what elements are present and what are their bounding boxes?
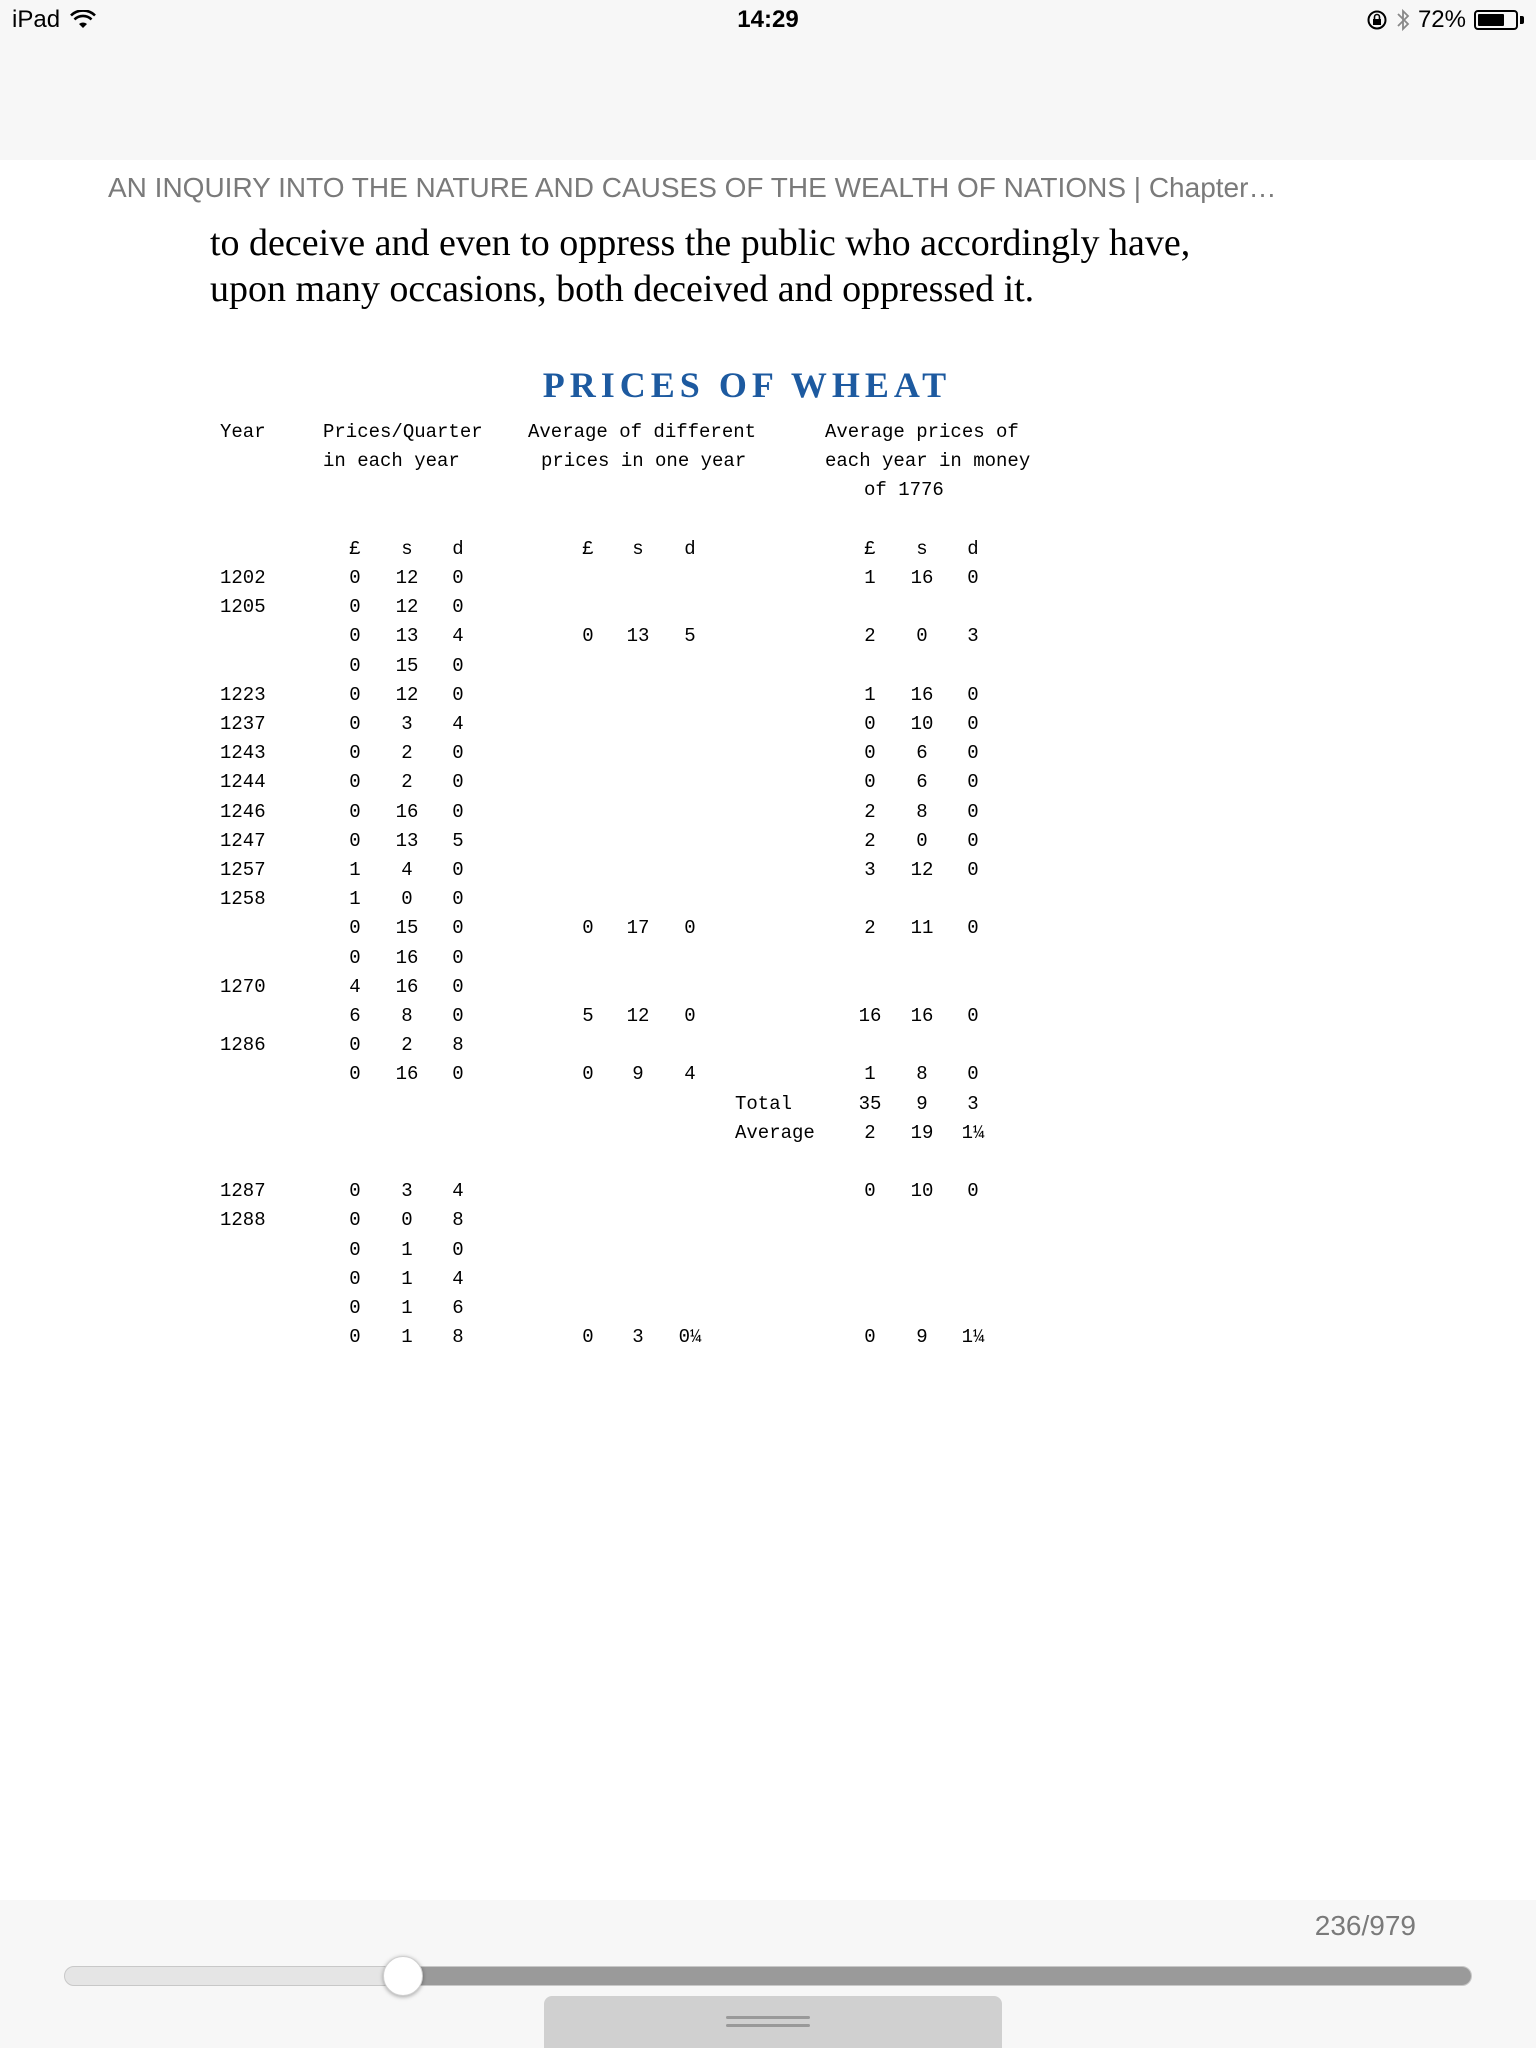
price-cell: 0 — [967, 1063, 979, 1086]
price-cell: 0 — [349, 1209, 361, 1232]
price-cell: 0 — [864, 742, 876, 765]
status-bar — [0, 0, 1536, 42]
year-cell: 1205 — [220, 596, 266, 619]
battery-cap — [1520, 16, 1524, 24]
price-cell: 0 — [864, 771, 876, 794]
price-cell: 0 — [864, 1326, 876, 1349]
body-line: to deceive and even to oppress the public who accordingly have, — [210, 222, 1191, 264]
price-cell: 4 — [349, 975, 361, 998]
price-cell: 0 — [349, 1326, 361, 1349]
price-cell: 0 — [582, 917, 594, 940]
price-cell: 0 — [452, 917, 464, 940]
year-cell: 1287 — [220, 1180, 266, 1203]
price-cell: 0 — [349, 800, 361, 823]
rotation-lock-icon — [1366, 9, 1388, 31]
price-cell: 2 — [864, 800, 876, 823]
year-cell: 1247 — [220, 829, 266, 852]
price-cell: 16 — [395, 975, 419, 998]
price-cell: 4 — [684, 1063, 696, 1086]
price-cell: 0 — [349, 946, 361, 969]
price-cell: 2 — [401, 1034, 413, 1057]
total-cell: 35 — [858, 1092, 882, 1115]
price-cell: 15 — [395, 654, 419, 677]
unit-label: £ — [864, 538, 876, 560]
price-cell: 0 — [967, 829, 979, 852]
price-cell: 0 — [349, 742, 361, 765]
price-cell: 1 — [864, 1063, 876, 1086]
header-average-line1: Average of different — [528, 421, 757, 443]
price-cell: 0 — [967, 683, 979, 706]
price-cell: 0 — [967, 1005, 979, 1027]
price-cell: 0 — [349, 683, 361, 706]
price-cell: 1 — [349, 859, 361, 881]
page-slider[interactable] — [64, 1966, 1472, 1986]
price-cell: 0 — [349, 1238, 361, 1261]
unit-label: s — [632, 538, 644, 560]
price-cell: 0 — [916, 829, 928, 852]
bluetooth-icon — [1396, 8, 1410, 32]
price-cell: 1 — [401, 1267, 413, 1290]
price-cell: 0 — [452, 654, 464, 677]
total-cell: 3 — [967, 1092, 979, 1115]
price-cell: 13 — [626, 625, 650, 648]
price-cell: 12 — [626, 1005, 650, 1027]
price-cell: 0 — [349, 771, 361, 794]
price-cell: 2 — [401, 742, 413, 765]
price-cell: 0 — [349, 625, 361, 648]
price-cell: 3 — [632, 1326, 644, 1349]
price-cell: 6 — [916, 742, 928, 765]
page-indicator: 236/979 — [1314, 1910, 1416, 1941]
price-cell: 8 — [452, 1326, 464, 1349]
status-right — [1366, 6, 1524, 34]
price-cell: 0 — [452, 946, 464, 969]
header-average-line2: prices in one year — [541, 450, 747, 472]
average-label: Average — [735, 1121, 815, 1144]
price-cell: 0 — [452, 975, 464, 998]
price-cell: 0 — [452, 683, 464, 706]
price-cell: 0 — [582, 1326, 594, 1349]
price-cell: 0 — [452, 1238, 464, 1261]
price-cell: 0 — [349, 596, 361, 619]
header-prices-line2: in each year — [323, 450, 460, 472]
year-cell: 1237 — [220, 713, 266, 735]
price-cell: 5 — [452, 829, 464, 852]
price-cell: 0 — [349, 917, 361, 940]
price-cell: 0 — [349, 713, 361, 735]
price-cell: 2 — [864, 829, 876, 852]
price-cell: 0 — [349, 1063, 361, 1086]
body-text — [210, 220, 1330, 312]
unit-label: d — [967, 538, 979, 560]
header-year: Year — [220, 421, 266, 443]
price-cell: 0 — [401, 888, 413, 911]
body-line: upon many occasions, both deceived and oppressed it. — [210, 268, 1035, 310]
price-cell: 5 — [684, 625, 696, 648]
price-cell: 8 — [916, 1063, 928, 1086]
price-cell: 16 — [395, 946, 419, 969]
price-cell: 10 — [910, 1180, 934, 1203]
price-cell: 0 — [349, 1297, 361, 1319]
price-cell: 3 — [401, 1180, 413, 1203]
price-cell: 16 — [858, 1005, 882, 1027]
price-cell: 0 — [684, 1005, 696, 1027]
unit-label: d — [452, 538, 464, 560]
battery-icon — [1474, 10, 1518, 30]
year-cell: 1243 — [220, 742, 266, 765]
price-cell: 1 — [349, 888, 361, 911]
price-cell: 0 — [452, 742, 464, 765]
price-cell: 13 — [395, 829, 419, 852]
unit-label: d — [684, 538, 696, 560]
price-cell: 0 — [452, 888, 464, 911]
price-cell: 0 — [967, 567, 979, 589]
price-cell: 4 — [452, 1267, 464, 1290]
year-cell: 1258 — [220, 888, 266, 911]
battery-percent: 72% — [1417, 6, 1466, 33]
year-cell: 1244 — [220, 771, 266, 794]
price-cell: 1 — [864, 683, 876, 706]
price-cell: 16 — [395, 1063, 419, 1086]
price-cell: 8 — [916, 800, 928, 823]
price-cell: 0 — [582, 625, 594, 648]
reader-top-band[interactable] — [0, 42, 1536, 160]
price-cell: 12 — [395, 596, 419, 619]
price-cell: 11 — [910, 917, 934, 940]
price-cell: 3 — [864, 859, 876, 881]
price-cell: 12 — [395, 683, 419, 706]
price-cell: 0 — [349, 1267, 361, 1290]
price-cell: 0 — [967, 800, 979, 823]
price-cell: 0¼ — [678, 1326, 702, 1349]
total-label: Total — [735, 1092, 793, 1115]
grabber-icon — [726, 2016, 810, 2032]
price-cell: 1 — [401, 1326, 413, 1349]
price-cell: 0 — [349, 567, 361, 589]
price-cell: 0 — [452, 1063, 464, 1086]
price-cell: 13 — [395, 625, 419, 648]
price-cell: 2 — [401, 771, 413, 794]
average-cell: 2 — [864, 1121, 876, 1144]
price-cell: 9 — [632, 1063, 644, 1086]
price-cell: 9 — [916, 1326, 928, 1349]
price-cell: 0 — [401, 1209, 413, 1232]
price-cell: 0 — [582, 1063, 594, 1086]
price-cell: 0 — [864, 713, 876, 735]
table-title: PRICES OF WHEAT — [542, 365, 952, 405]
price-cell: 3 — [967, 625, 979, 648]
average-cell: 1¼ — [961, 1121, 985, 1144]
price-cell: 16 — [910, 683, 934, 706]
slider-thumb[interactable] — [383, 1956, 423, 1996]
year-cell: 1257 — [220, 859, 266, 881]
price-cell: 12 — [395, 567, 419, 589]
header-money-line1: Average prices of — [825, 421, 1019, 443]
price-cell: 12 — [910, 859, 934, 881]
slider-fill — [404, 1967, 1471, 1985]
price-cell: 16 — [395, 800, 419, 823]
price-cell: 0 — [452, 1005, 464, 1027]
price-cell: 0 — [349, 1034, 361, 1057]
price-cell: 1 — [401, 1238, 413, 1261]
running-head: AN INQUIRY INTO THE NATURE AND CAUSES OF THE WEALTH OF NATIONS | Chapter… — [108, 172, 1277, 203]
price-cell: 8 — [452, 1034, 464, 1057]
price-cell: 1¼ — [961, 1326, 985, 1349]
price-cell: 0 — [684, 917, 696, 940]
average-cell: 19 — [910, 1121, 934, 1144]
price-cell: 4 — [452, 625, 464, 648]
price-cell: 0 — [967, 742, 979, 765]
unit-label: £ — [349, 538, 361, 560]
price-cell: 5 — [582, 1005, 594, 1027]
price-cell: 2 — [864, 917, 876, 940]
price-cell: 2 — [864, 625, 876, 648]
header-money-line2: each year in money — [825, 450, 1031, 472]
price-cell: 4 — [401, 859, 413, 881]
price-cell: 0 — [452, 596, 464, 619]
price-cell: 17 — [626, 917, 650, 940]
price-cell: 0 — [349, 654, 361, 677]
price-cell: 3 — [401, 713, 413, 735]
price-cell: 8 — [452, 1209, 464, 1232]
header-prices-line1: Prices/Quarter — [323, 421, 483, 443]
price-cell: 0 — [967, 859, 979, 881]
year-cell: 1202 — [220, 567, 266, 589]
price-cell: 15 — [395, 917, 419, 940]
year-cell: 1270 — [220, 975, 266, 998]
price-cell: 0 — [864, 1180, 876, 1203]
price-cell: 1 — [401, 1297, 413, 1319]
price-cell: 0 — [349, 1180, 361, 1203]
price-cell: 0 — [916, 625, 928, 648]
price-cell: 4 — [452, 713, 464, 735]
price-cell: 10 — [910, 713, 934, 735]
price-cell: 0 — [967, 771, 979, 794]
unit-label: s — [916, 538, 928, 560]
price-cell: 0 — [452, 567, 464, 589]
price-cell: 6 — [452, 1297, 464, 1319]
price-cell: 16 — [910, 1005, 934, 1027]
price-cell: 0 — [967, 917, 979, 940]
price-cell: 0 — [452, 800, 464, 823]
unit-label: s — [401, 538, 413, 560]
year-cell: 1246 — [220, 800, 266, 823]
clock: 14:29 — [737, 6, 799, 33]
price-cell: 0 — [452, 859, 464, 881]
header-money-line3: of 1776 — [864, 479, 944, 501]
price-cell: 16 — [910, 567, 934, 589]
price-cell: 6 — [349, 1005, 361, 1027]
price-cell: 0 — [967, 713, 979, 735]
unit-label: £ — [582, 538, 594, 560]
price-cell: 0 — [349, 829, 361, 852]
year-cell: 1288 — [220, 1209, 266, 1232]
price-cell: 6 — [916, 771, 928, 794]
total-cell: 9 — [916, 1092, 928, 1115]
price-cell: 0 — [967, 1180, 979, 1203]
price-cell: 1 — [864, 567, 876, 589]
year-cell: 1286 — [220, 1034, 266, 1057]
price-cell: 8 — [401, 1005, 413, 1027]
price-cell: 0 — [452, 771, 464, 794]
year-cell: 1223 — [220, 683, 266, 706]
price-cell: 4 — [452, 1180, 464, 1203]
device-name: iPad — [12, 6, 61, 33]
